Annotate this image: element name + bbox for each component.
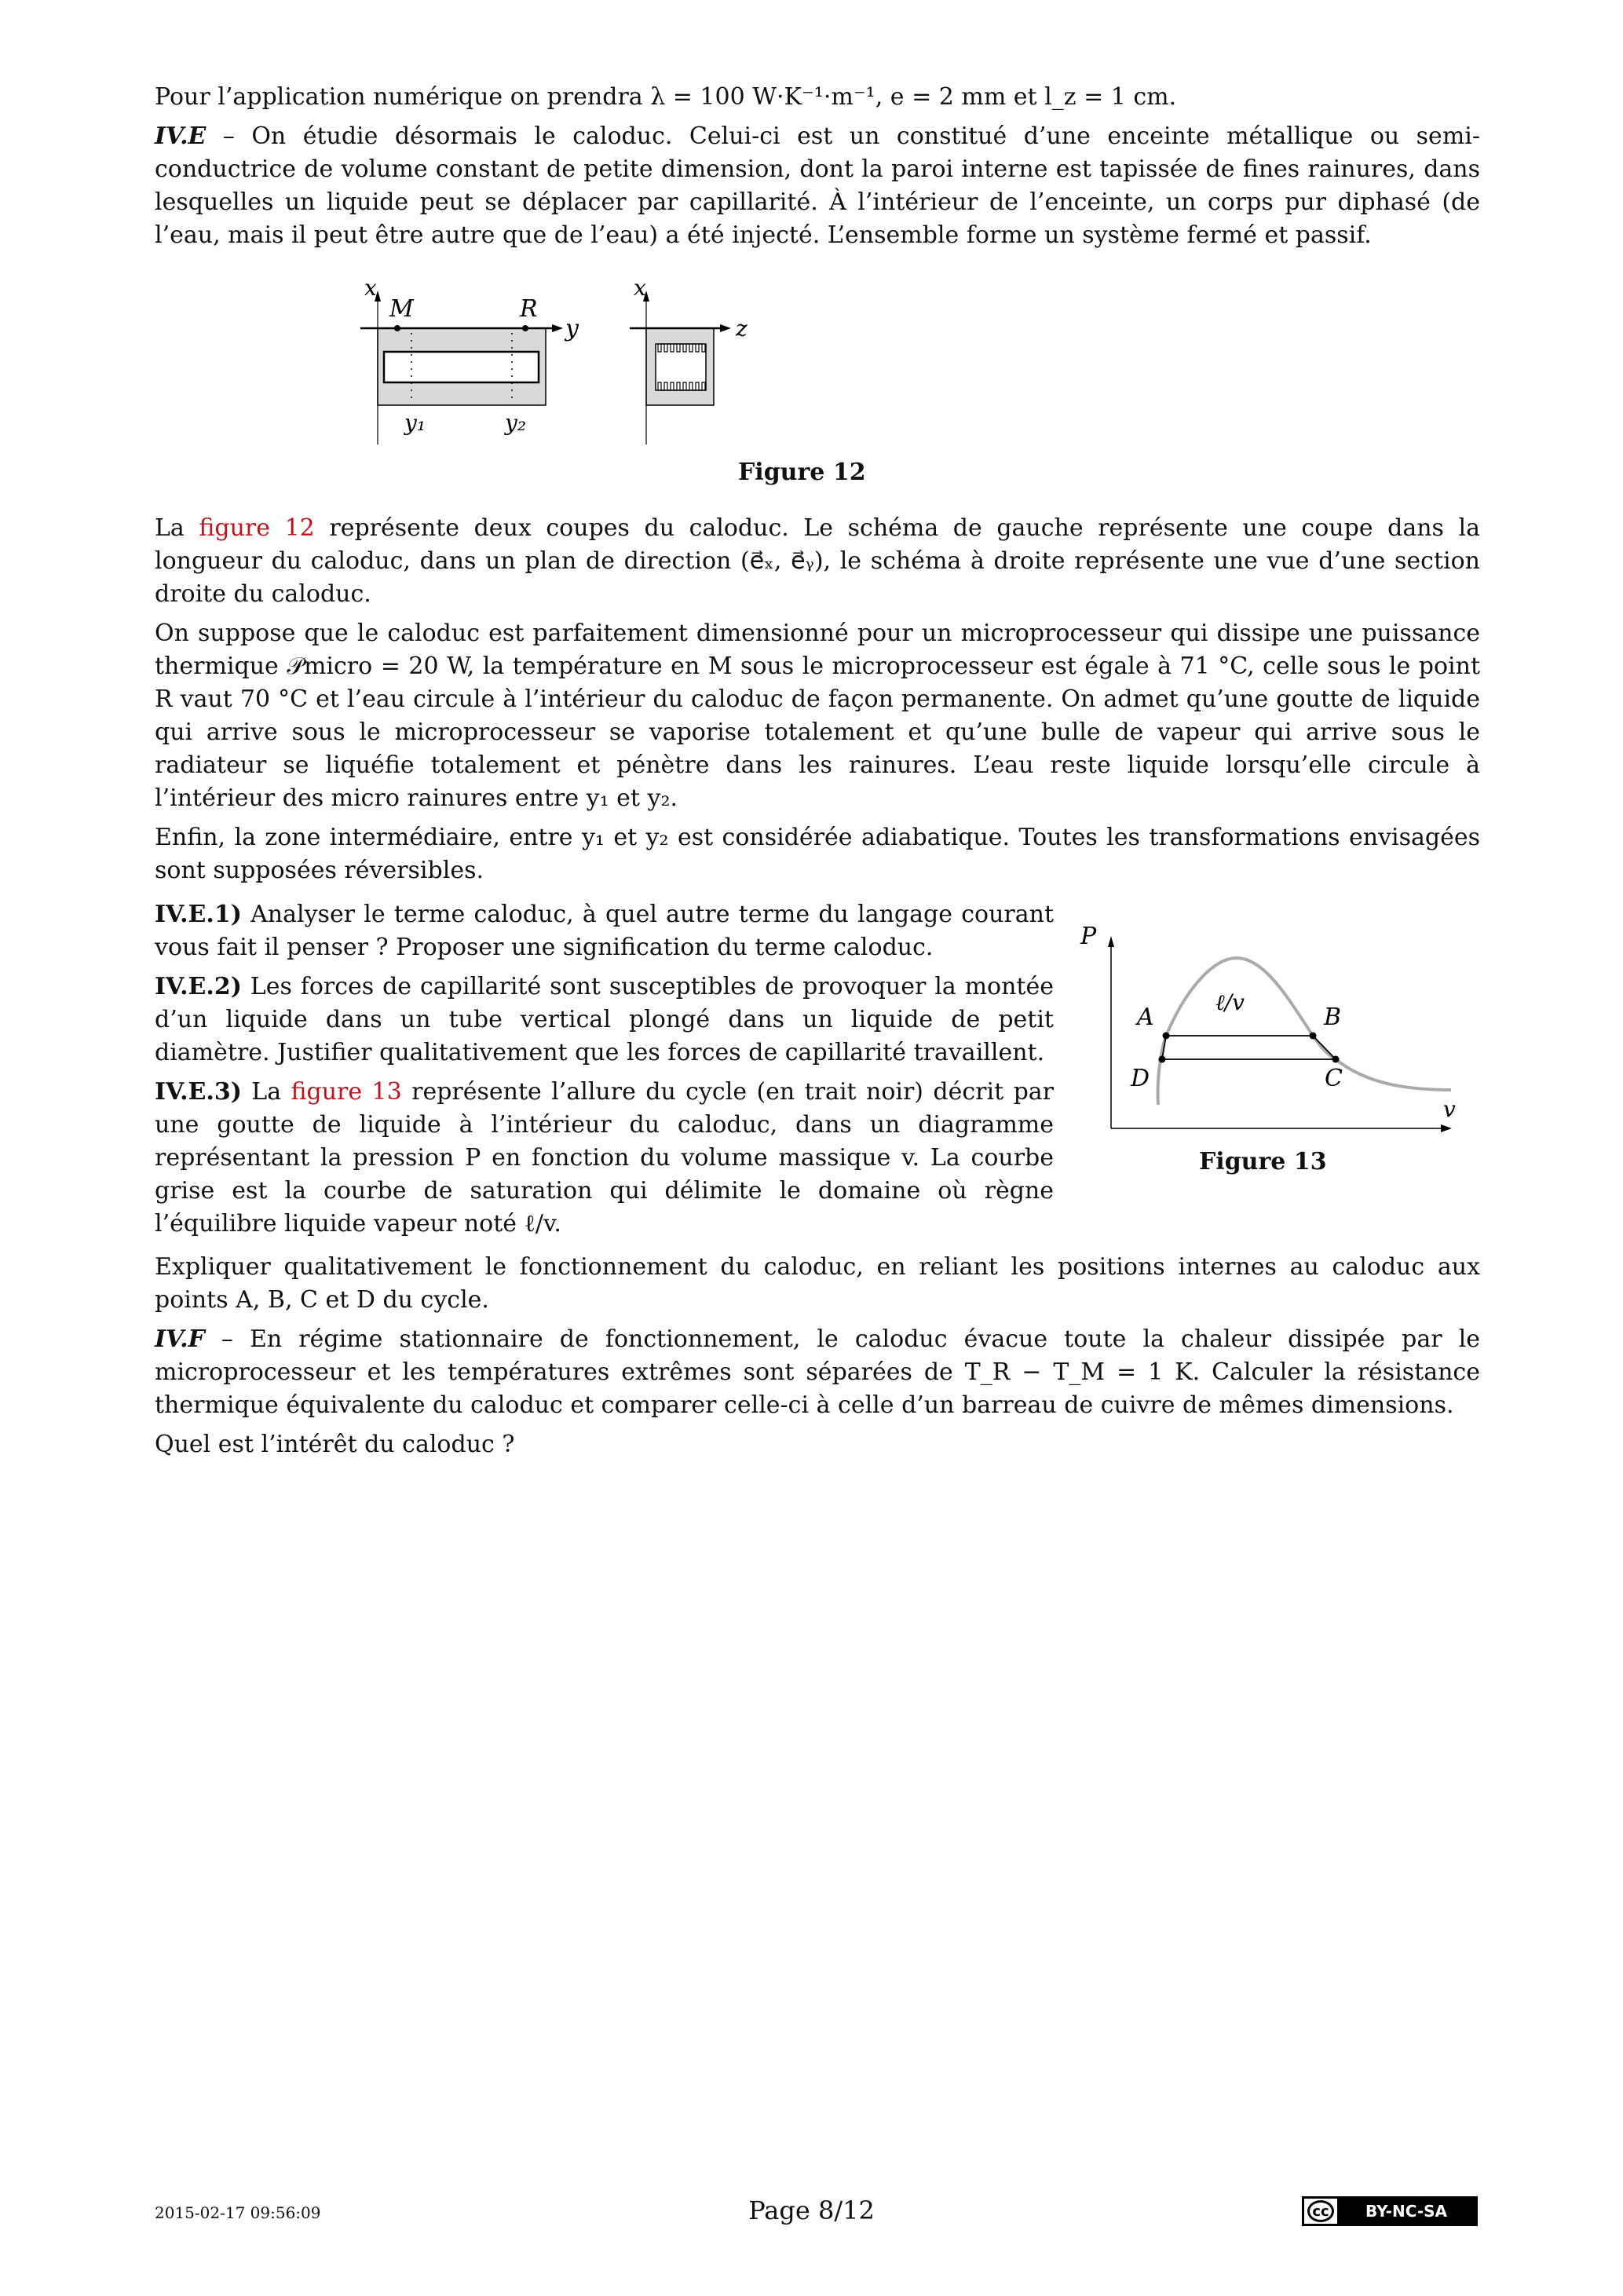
- question-text: Analyser le terme caloduc, à quel autre terme du langage courant vous fait il penser ? Proposer une signification du terme caloduc.: [155, 901, 1054, 961]
- question-text: Les forces de capillarité sont susceptibles de provoquer la montée d’un liquide dans un tube vertical plongé dans un liquide de petit diamètre. Justifier qualitativement que les forces de capillarité travaillent.: [155, 973, 1054, 1066]
- point-d: [1159, 1056, 1166, 1063]
- question-label: IV.E.3): [155, 1078, 242, 1106]
- footer-date: 2015-02-17 09:56:09: [155, 2203, 321, 2222]
- label-v: v: [1443, 1096, 1456, 1122]
- page-number: Page 8/12: [748, 2195, 875, 2225]
- label-x: x: [364, 275, 377, 301]
- final-question: Quel est l’intérêt du caloduc ?: [155, 1431, 515, 1458]
- point-c: [1332, 1056, 1340, 1063]
- point-a: [1163, 1033, 1170, 1040]
- point-b: [1310, 1033, 1317, 1040]
- label-m: M: [389, 295, 414, 323]
- body-middle: [155, 512, 1480, 894]
- question-ive2: [155, 971, 1054, 1069]
- p-axis-arrow-icon: [1108, 936, 1114, 947]
- label-d: D: [1131, 1065, 1150, 1092]
- section-ive: [155, 120, 1480, 252]
- section-text: – On étudie désormais le caloduc. Celui-ci est un constitué d’une enceinte métallique ou semi-conductrice de volume constant de petite dimension, dont la paroi interne est tapissée de fines rainures, dans lesquelles un liquide peut se déplacer par capillarité. À l’intérieur de l’enceinte, un corps pur diphasé (de l’eau, mais il peut être autre que de l’eau) a été injecté. L’ensemble forme un système fermé et passif.: [155, 122, 1480, 249]
- cc-license-badge: [1302, 2196, 1478, 2226]
- cc-logo-icon: cc: [1307, 2200, 1334, 2222]
- label-a: A: [1137, 1004, 1154, 1031]
- figure-12-link[interactable]: figure 12: [199, 514, 315, 542]
- section-text: – En régime stationnaire de fonctionnement, le caloduc évacue toute la chaleur dissipée par le microprocesseur et les températures extrêmes sont séparées de T_R − T_M = 1 K. Calculer la résistance thermique équivalente du caloduc et comparer celle-ci à celle d’un barreau de cuivre de mêmes dimensions.: [155, 1325, 1480, 1419]
- para-suppose: On suppose que le caloduc est parfaitement dimensionné pour un microprocesseur qui dissipe une puissance thermique 𝒫micro = 20 W, la température en M sous le microprocesseur est égale à 71 °C, celle sous le point R vaut 70 °C et l’eau circule à l’intérieur du caloduc de façon permanente. On admet qu’une goutte de liquide qui arrive sous le microprocesseur se vaporise totalement et qu’une bulle de vapeur qui arrive sous le radiateur se liquéfie totalement et pénètre dans les rainures. L’eau reste liquide lorsqu’elle circule à l’intérieur des micro rainures entre y₁ et y₂.: [155, 620, 1480, 812]
- question-ive1: [155, 898, 1054, 964]
- cycle-abcd: [1162, 1036, 1336, 1059]
- figure-13-link[interactable]: figure 13: [291, 1078, 402, 1106]
- y-axis-arrow-icon: [552, 324, 563, 332]
- label-y2: y₂: [505, 410, 527, 436]
- v-axis-arrow-icon: [1441, 1124, 1452, 1132]
- label-x: x: [634, 275, 646, 301]
- text: La: [241, 1078, 291, 1106]
- text: La: [155, 514, 199, 542]
- body-top: [155, 81, 1480, 258]
- label-p: P: [1080, 923, 1097, 950]
- label-y: y: [565, 315, 579, 342]
- z-axis-arrow-icon: [720, 324, 731, 332]
- question-label: IV.E.2): [155, 973, 242, 1000]
- section-ivf: [155, 1323, 1480, 1422]
- figure-13-caption: Figure 13: [1199, 1148, 1327, 1175]
- questions-column: [155, 898, 1054, 1247]
- section-label: IV.E: [155, 122, 207, 150]
- license-text: BY-NC-SA: [1337, 2199, 1475, 2224]
- text: représente deux coupes du caloduc. Le schéma de gauche représente une coupe dans la longueur du caloduc, dans un plan de direction (e⃗ₓ, e⃗ᵧ), le schéma à droite représente une vue d’une section droite du caloduc.: [155, 514, 1481, 608]
- body-bottom: [155, 1251, 1480, 1468]
- label-b: B: [1324, 1004, 1342, 1031]
- saturation-curve: [1158, 958, 1451, 1105]
- question-ive3: [155, 1076, 1054, 1241]
- point-m: [394, 325, 400, 331]
- para-figure12: [155, 512, 1480, 611]
- label-z: z: [736, 316, 748, 342]
- para-expliquer: Expliquer qualitativement le fonctionnement du caloduc, en reliant les positions internes au caloduc aux points A, B, C et D du cycle.: [155, 1253, 1480, 1314]
- point-r: [522, 325, 528, 331]
- para-enfin: Enfin, la zone intermédiaire, entre y₁ et y₂ est considérée adiabatique. Toutes les transformations envisagées sont supposées réversibles.: [155, 824, 1480, 884]
- question-label: IV.E.1): [155, 901, 242, 928]
- label-r: R: [520, 295, 538, 323]
- label-c: C: [1325, 1065, 1343, 1092]
- figure-13: [1076, 911, 1484, 1146]
- figure-12-caption: Figure 12: [738, 459, 866, 486]
- figure-12: [353, 267, 1296, 455]
- section-label: IV.F: [155, 1325, 205, 1353]
- caloduc-cavity-long: [384, 352, 539, 382]
- label-liquid-vapor: ℓ/v: [1215, 989, 1245, 1015]
- question-text: représente l’allure du cycle (en trait noir) décrit par une goutte de liquide à l’intérieur du caloduc, dans un diagramme représentant la pression P en fonction du volume massique v. La courbe grise est la courbe de saturation qui délimite le domaine où règne l’équilibre liquide vapeur noté ℓ/v.: [155, 1078, 1055, 1238]
- label-y1: y₁: [404, 410, 426, 436]
- intro-line: Pour l’application numérique on prendra λ = 100 W·K⁻¹·m⁻¹, e = 2 mm et l_z = 1 cm.: [155, 83, 1177, 111]
